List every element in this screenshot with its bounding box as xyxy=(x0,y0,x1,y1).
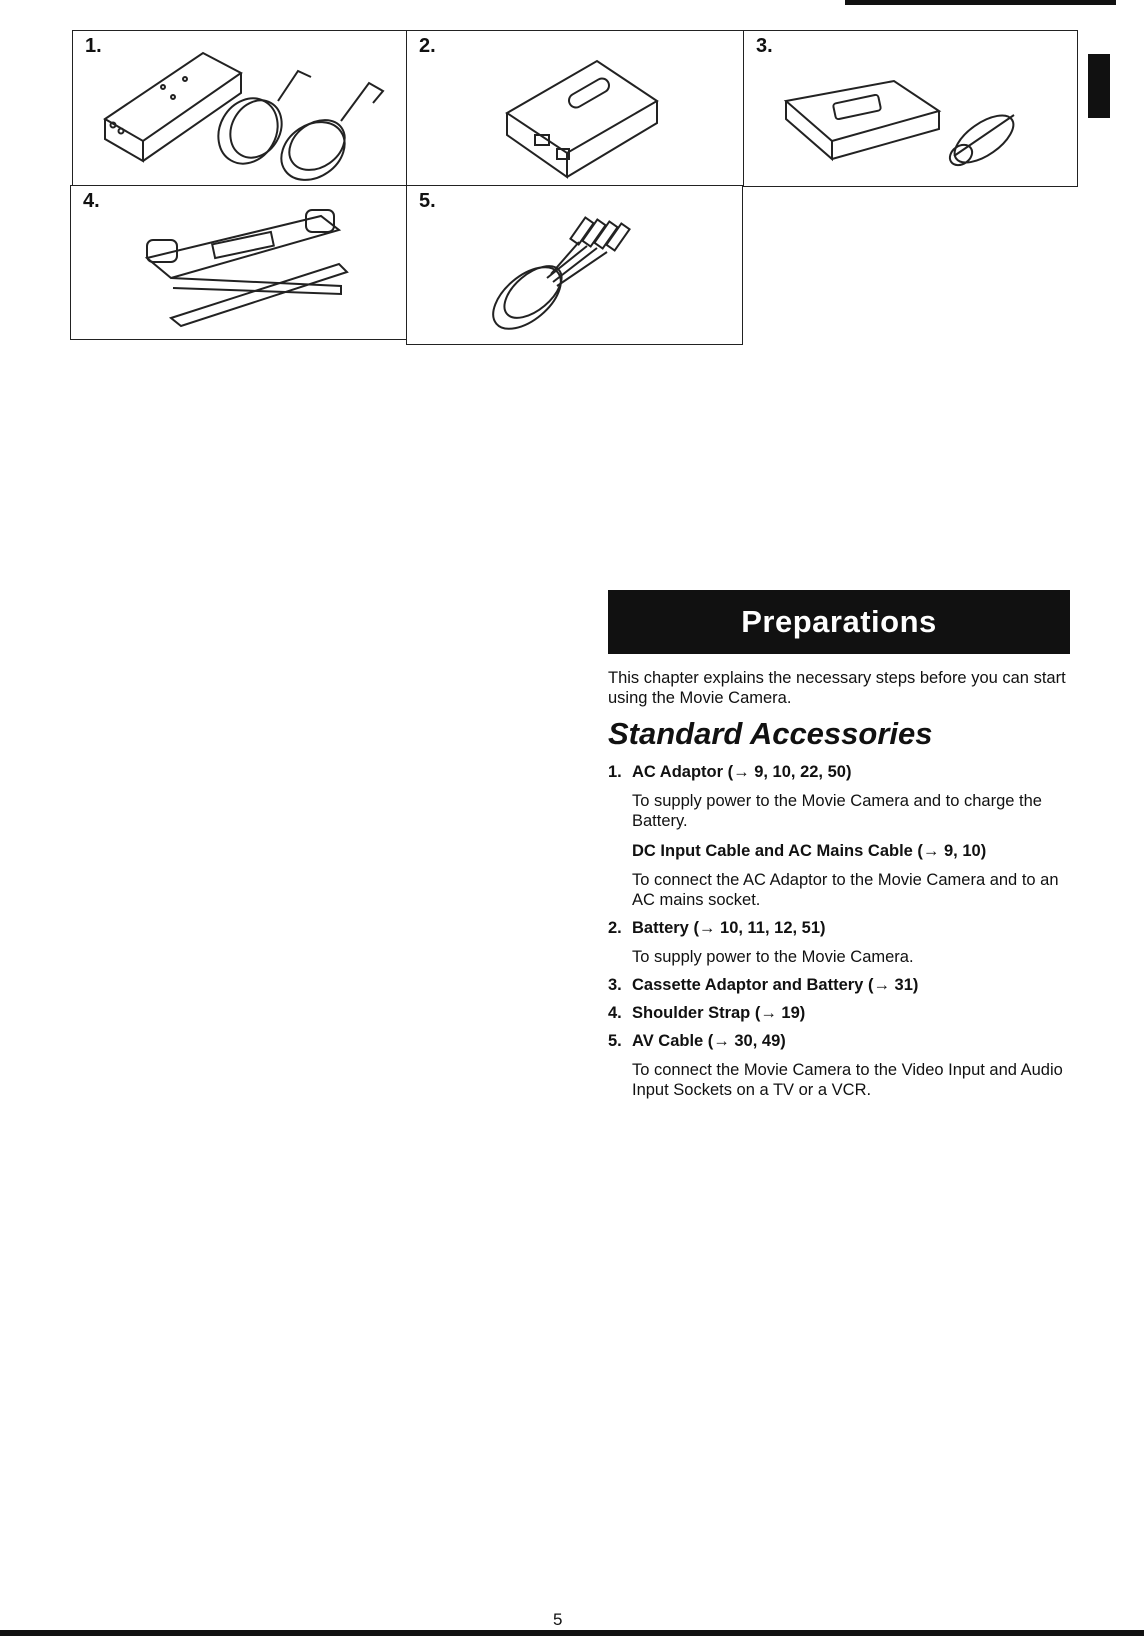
accessory-item-1 xyxy=(608,762,1078,910)
accessory-index: 5. xyxy=(608,1032,622,1050)
chapter-banner xyxy=(608,590,1070,654)
accessory-description: To supply power to the Movie Camera and to charge the Battery. xyxy=(632,792,1042,830)
bottom-rule xyxy=(0,1630,1144,1636)
av-cable-icon xyxy=(407,186,744,346)
battery-pack-icon xyxy=(407,31,746,188)
section-edge-tab xyxy=(1088,54,1110,118)
accessory-sub-name: DC Input Cable and AC Mains Cable (→ 9, 10) xyxy=(632,842,987,860)
accessory-name: Shoulder Strap (→ 19) xyxy=(632,1004,806,1022)
accessory-name: Battery (→ 10, 11, 12, 51) xyxy=(632,919,826,937)
chapter-intro: This chapter explains the necessary steps before you can start using the Movie Camera. xyxy=(608,669,1066,707)
chapter-content xyxy=(608,668,1078,1108)
figure-number: 1. xyxy=(85,35,102,57)
figure-number: 5. xyxy=(419,190,436,212)
figure-number: 3. xyxy=(756,35,773,57)
accessory-index: 4. xyxy=(608,1004,622,1022)
page-number: 5 xyxy=(553,1610,563,1629)
top-rule xyxy=(845,0,1116,5)
figure-cell-5 xyxy=(406,185,743,345)
accessory-item-3 xyxy=(608,975,1078,995)
accessory-description: To supply power to the Movie Camera. xyxy=(632,948,914,966)
accessory-item-5 xyxy=(608,1031,1078,1100)
ac-adaptor-with-cables-icon xyxy=(73,31,409,188)
figure-number: 2. xyxy=(419,35,436,57)
accessory-item-4 xyxy=(608,1003,1078,1023)
accessory-name: Cassette Adaptor and Battery (→ 31) xyxy=(632,976,919,994)
figure-cell-2 xyxy=(406,30,745,187)
section-title: Standard Accessories xyxy=(608,716,933,751)
accessory-sub-description: To connect the AC Adaptor to the Movie Camera and to an AC mains socket. xyxy=(632,871,1059,909)
accessory-description: To connect the Movie Camera to the Video Input and Audio Input Sockets on a TV or a VCR. xyxy=(632,1061,1063,1099)
accessory-index: 2. xyxy=(608,919,622,937)
figure-number: 4. xyxy=(83,190,100,212)
chapter-banner-title: Preparations xyxy=(741,604,937,639)
shoulder-strap-icon xyxy=(71,186,409,341)
accessory-item-2 xyxy=(608,918,1078,967)
accessory-name: AC Adaptor (→ 9, 10, 22, 50) xyxy=(632,763,852,781)
accessory-index: 1. xyxy=(608,763,622,781)
accessory-name: AV Cable (→ 30, 49) xyxy=(632,1032,786,1050)
accessory-index: 3. xyxy=(608,976,622,994)
figure-cell-4 xyxy=(70,185,408,340)
figure-cell-1 xyxy=(72,30,408,187)
cassette-adaptor-and-battery-icon xyxy=(744,31,1079,188)
figure-cell-3 xyxy=(743,30,1078,187)
